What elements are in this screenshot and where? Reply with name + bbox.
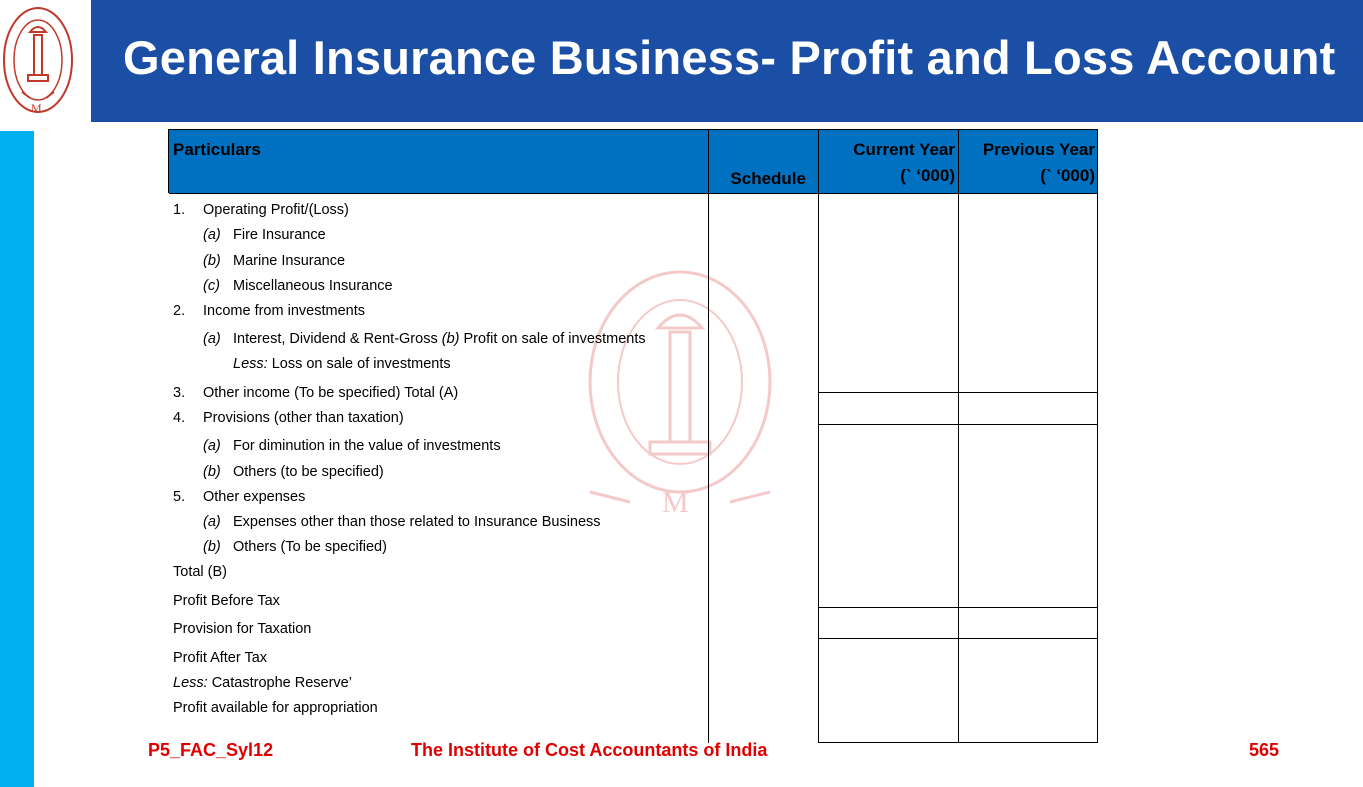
table-row: 2. Income from investments bbox=[173, 303, 365, 319]
tax-line-top bbox=[818, 607, 1098, 608]
table-row: (a) For diminution in the value of investments bbox=[203, 438, 501, 454]
footer-institute: The Institute of Cost Accountants of India bbox=[411, 740, 768, 760]
header-schedule-cell bbox=[708, 129, 818, 193]
table-row: Provision for Taxation bbox=[173, 621, 312, 637]
page-number: 565 bbox=[1249, 740, 1280, 760]
table-row: (a) Fire Insurance bbox=[203, 227, 326, 243]
table-row: (a) Interest, Dividend & Rent-Gross (b) Profit on sale of investments bbox=[203, 331, 646, 347]
total-a-line-top bbox=[818, 392, 1098, 393]
total-a-line-bottom bbox=[818, 424, 1098, 425]
table-row: 1. Operating Profit/(Loss) bbox=[173, 202, 349, 218]
header-previous-year: Previous Year bbox=[982, 140, 1095, 159]
svg-text:M: M bbox=[662, 486, 689, 519]
header-current-year: Current Year bbox=[853, 140, 955, 159]
table-row: Total (B) bbox=[173, 564, 227, 580]
profit-loss-table bbox=[168, 129, 1098, 743]
table-row: Profit After Tax bbox=[173, 650, 268, 666]
header-particulars-cell bbox=[168, 129, 708, 193]
table-row: Less: Loss on sale of investments bbox=[233, 356, 451, 372]
column-divider-current bbox=[818, 129, 819, 743]
header-current-year-cell bbox=[818, 129, 958, 193]
table-row: 4. Provisions (other than taxation) bbox=[173, 410, 404, 426]
table-row: (b) Marine Insurance bbox=[203, 253, 346, 269]
table-row: Less: Catastrophe Reserve’ bbox=[173, 675, 352, 691]
header-previous-year-unit: (` ‘000) bbox=[1040, 166, 1095, 185]
svg-text:M: M bbox=[31, 101, 42, 115]
header-current-year-unit: (` ‘000) bbox=[900, 166, 955, 185]
table-row: (a) Expenses other than those related to Insurance Business bbox=[203, 514, 601, 530]
header-schedule: Schedule bbox=[730, 169, 806, 188]
institute-seal-icon bbox=[0, 0, 80, 122]
table-row: 3. Other income (To be specified) Total (A) bbox=[173, 385, 459, 401]
column-divider-schedule bbox=[708, 129, 709, 743]
table-border-left-header bbox=[168, 129, 169, 193]
table-row: (b) Others (to be specified) bbox=[203, 464, 384, 480]
table-row: Profit available for appropriation bbox=[173, 700, 378, 716]
table-border-right bbox=[1097, 129, 1098, 743]
header-particulars: Particulars bbox=[173, 140, 261, 159]
table-row: (b) Others (To be specified) bbox=[203, 539, 387, 555]
tax-line-bottom bbox=[818, 638, 1098, 639]
table-row: Profit Before Tax bbox=[173, 593, 280, 609]
header-previous-year-cell bbox=[958, 129, 1098, 193]
column-divider-previous bbox=[958, 129, 959, 743]
table-border-left bbox=[168, 193, 169, 743]
footer-code: P5_FAC_Syl12 bbox=[148, 740, 274, 760]
left-accent-strip bbox=[0, 131, 34, 787]
slide-title: General Insurance Business- Profit and Loss Account bbox=[123, 31, 1336, 84]
table-row: (c) Miscellaneous Insurance bbox=[203, 278, 393, 294]
table-row: 5. Other expenses bbox=[173, 489, 306, 505]
